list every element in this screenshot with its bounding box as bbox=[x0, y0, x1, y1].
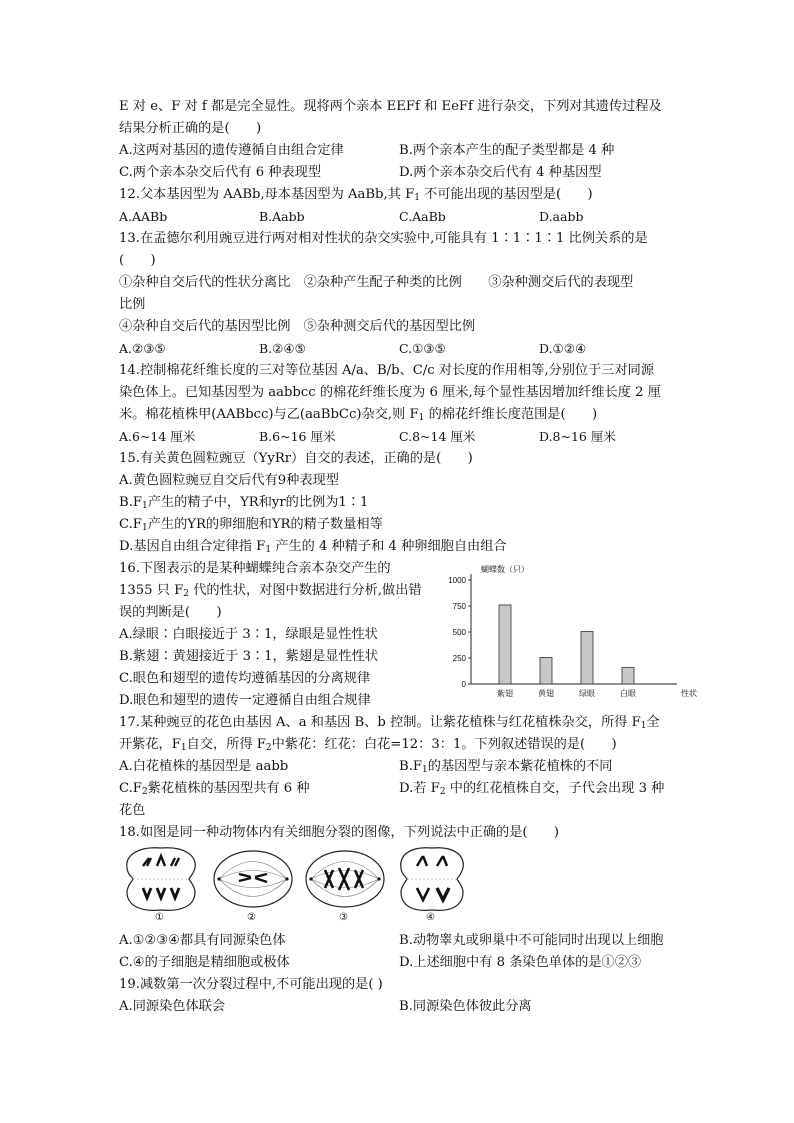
cell-label-4: ④ bbox=[426, 912, 435, 923]
q18-options-row2 bbox=[119, 952, 679, 974]
q18-option-d[interactable]: D.上述细胞中有 8 条染色单体的是①②③ bbox=[399, 955, 642, 970]
q11-line2: 结果分析正确的是( ) bbox=[119, 121, 262, 136]
chart-y-tick-label: 250 bbox=[452, 654, 466, 663]
q14-line1: 14.控制棉花纤维长度的三对等位基因 A/a、B/b、C/c 对长度的作用相等,分别位于三对同源 bbox=[119, 363, 655, 378]
chart-y-tick-label: 0 bbox=[461, 680, 466, 689]
q17-line1: 17.某种豌豆的花色由基因 A、a 和基因 B、b 控制。让紫花植株与红花植株杂交，所得 $F_1$全 bbox=[119, 715, 660, 731]
chart-x-tick-label: 黄翅 bbox=[538, 689, 554, 698]
q12-option-d[interactable]: D.aabb bbox=[539, 209, 584, 224]
cell-2-figure bbox=[211, 844, 295, 914]
cell-label-1: ① bbox=[155, 912, 164, 923]
q17-line2: 开紫花，$F_1$自交，所得 $F_2$中紫花：红花：白花=12：3：1。下列叙述错误的是( ) bbox=[119, 737, 617, 753]
cell-4-figure bbox=[397, 844, 467, 914]
question-page bbox=[119, 96, 697, 1018]
q11-option-a[interactable]: A.这两对基因的遗传遵循自由组合定律 bbox=[119, 143, 344, 158]
chart-y-tick-label: 750 bbox=[452, 602, 466, 611]
q15-option-a[interactable]: A.黄色圆粒豌豆自交后代有9种表现型 bbox=[119, 473, 339, 488]
q13-option-a[interactable]: A.②③⑤ bbox=[119, 341, 166, 356]
chart-x-tick-label: 紫翅 bbox=[497, 689, 513, 698]
q17-option-a[interactable]: A.白花植株的基因型是 aabb bbox=[119, 759, 289, 774]
q15-option-d[interactable]: D.基因自由组合定律指 $F_1$ 产生的 4 种精子和 4 种卵细胞自由组合 bbox=[119, 539, 507, 555]
q18-option-b[interactable]: B.动物睾丸或卵巢中不可能同时出现以上细胞 bbox=[399, 933, 664, 948]
q14-line2: 染色体上。已知基因型为 aabbcc 的棉花纤维长度为 6 厘米,每个显性基因增加纤维长度 2 厘 bbox=[119, 385, 661, 400]
chart-bar bbox=[622, 667, 634, 684]
q16-line2: 1355 只 $F_2$ 代的性状，对图中数据进行分析,做出错 bbox=[119, 583, 422, 599]
q11-options-row2 bbox=[119, 162, 679, 184]
q12-option-b[interactable]: B.Aabb bbox=[259, 209, 305, 224]
cell-label-3: ③ bbox=[339, 912, 348, 923]
q16-option-b[interactable]: B.紫翅∶黄翅接近于 3∶1，紫翅是显性性状 bbox=[119, 649, 379, 664]
q19-option-a[interactable]: A.同源染色体联会 bbox=[119, 999, 226, 1014]
q13-line4: 比例 bbox=[119, 297, 146, 312]
chart-bar bbox=[540, 657, 552, 684]
cell-division-figures bbox=[119, 844, 679, 930]
q13-option-d[interactable]: D.①②④ bbox=[539, 341, 587, 356]
q11-option-c[interactable]: C.两个亲本杂交后代有 6 种表现型 bbox=[119, 165, 322, 180]
q16-block bbox=[119, 558, 697, 712]
q13-line5: ④杂种自交后代的基因型比例 ⑤杂种测交后代的基因型比例 bbox=[119, 319, 476, 334]
q17-option-b[interactable]: $B.F_1$的基因型与亲本紫花植株的不同 bbox=[399, 759, 613, 775]
q11-option-d[interactable]: D.两个亲本杂交后代有 4 种基因型 bbox=[399, 165, 602, 180]
q15-option-b[interactable]: $B.F_1$产生的精子中，YR和yr的比例为1∶1 bbox=[119, 495, 369, 511]
q18-option-a[interactable]: A.①②③④都具有同源染色体 bbox=[119, 933, 286, 948]
q12-option-c[interactable]: C.AaBb bbox=[399, 209, 446, 224]
chart-bar bbox=[499, 605, 511, 684]
q14-options bbox=[119, 426, 679, 448]
q14-option-a[interactable]: A.6~14 厘米 bbox=[119, 429, 196, 444]
q18-option-c[interactable]: C.④的子细胞是精细胞或极体 bbox=[119, 955, 290, 970]
q15-option-c[interactable]: $C.F_1$产生的YR的卵细胞和YR的精子数量相等 bbox=[119, 517, 383, 533]
chart-y-tick-label: 500 bbox=[452, 628, 466, 637]
q17-option-d-continued: 花色 bbox=[119, 803, 146, 818]
chart-x-axis-label: 性状 bbox=[681, 689, 697, 698]
q12-options bbox=[119, 206, 679, 228]
q16-line1: 16.下图表示的是某种蝴蝶纯合亲本杂交产生的 bbox=[119, 561, 391, 576]
q13-option-c[interactable]: C.①③⑤ bbox=[399, 341, 446, 356]
q18-options-row1 bbox=[119, 930, 679, 952]
q11-line1: E 对 e、F 对 f 都是完全显性。现将两个亲本 EEFf 和 EeFf 进行杂交，下列对其遗传过程及 bbox=[119, 99, 662, 114]
cell-label-2: ② bbox=[247, 912, 256, 923]
q13-line2: ( ) bbox=[119, 253, 156, 268]
q14-option-b[interactable]: B.6~16 厘米 bbox=[259, 429, 336, 444]
butterfly-bar-chart bbox=[439, 562, 699, 712]
q16-option-a[interactable]: A.绿眼∶白眼接近于 3∶1，绿眼是显性性状 bbox=[119, 627, 378, 642]
chart-x-tick-label: 绿眼 bbox=[579, 689, 595, 698]
q17-options-row1 bbox=[119, 756, 679, 778]
q16-option-d[interactable]: D.眼色和翅型的遗传一定遵循自由组合规律 bbox=[119, 693, 371, 708]
q14-line3: 米。棉花植株甲(AABbcc)与乙(aaBbCc)杂交,则 $F_1$ 的棉花纤维长度范围是( ) bbox=[119, 407, 598, 423]
q12-stem: 12.父本基因型为 AABb,母本基因型为 AaBb,其 $F_1$ 不可能出现的基因型是( ) bbox=[119, 187, 593, 203]
q13-line1: 13.在孟德尔利用豌豆进行两对相对性状的杂交实验中,可能具有 1∶1∶1∶1 比例关系的是 bbox=[119, 231, 648, 246]
q19-stem: 19.减数第一次分裂过程中,不可能出现的是( ) bbox=[119, 977, 383, 992]
cell-3-figure bbox=[303, 844, 387, 914]
q19-options-row1 bbox=[119, 996, 679, 1018]
q11-option-b[interactable]: B.两个亲本产生的配子类型都是 4 种 bbox=[399, 143, 615, 158]
q17-option-d[interactable]: D.若 $F_2$ 中的红花植株自交，子代会出现 3 种 bbox=[399, 781, 665, 797]
chart-x-tick-label: 白眼 bbox=[620, 689, 636, 698]
q14-option-d[interactable]: D.8~16 厘米 bbox=[539, 429, 616, 444]
chart-y-axis-label: 蝴蝶数（只） bbox=[481, 565, 529, 574]
q13-option-b[interactable]: B.②④⑤ bbox=[259, 341, 306, 356]
q16-option-c[interactable]: C.眼色和翅型的遗传均遵循基因的分离规律 bbox=[119, 671, 371, 686]
q13-options bbox=[119, 338, 679, 360]
q14-option-c[interactable]: C.8~14 厘米 bbox=[399, 429, 476, 444]
q17-option-c[interactable]: $C.F_2$紫花植株的基因型共有 6 种 bbox=[119, 781, 310, 797]
chart-y-tick-label: 1000 bbox=[448, 576, 466, 585]
q16-line3: 误的判断是( ) bbox=[119, 605, 222, 620]
q13-line3: ①杂种自交后代的性状分离比 ②杂种产生配子种类的比例 ③杂种测交后代的表现型 bbox=[119, 275, 634, 290]
q15-stem: 15.有关黄色圆粒豌豆（YyRr）自交的表述，正确的是( ) bbox=[119, 451, 473, 466]
cell-1-figure bbox=[123, 844, 199, 914]
bar-chart-svg bbox=[439, 562, 699, 712]
q11-options-row1 bbox=[119, 140, 679, 162]
q17-options-row2 bbox=[119, 778, 679, 800]
q19-option-b[interactable]: B.同源染色体彼此分离 bbox=[399, 999, 532, 1014]
q12-option-a[interactable]: A.AABb bbox=[119, 209, 168, 224]
chart-bar bbox=[581, 631, 593, 684]
q18-stem: 18.如图是同一种动物体内有关细胞分裂的图像，下列说法中正确的是( ) bbox=[119, 825, 560, 840]
